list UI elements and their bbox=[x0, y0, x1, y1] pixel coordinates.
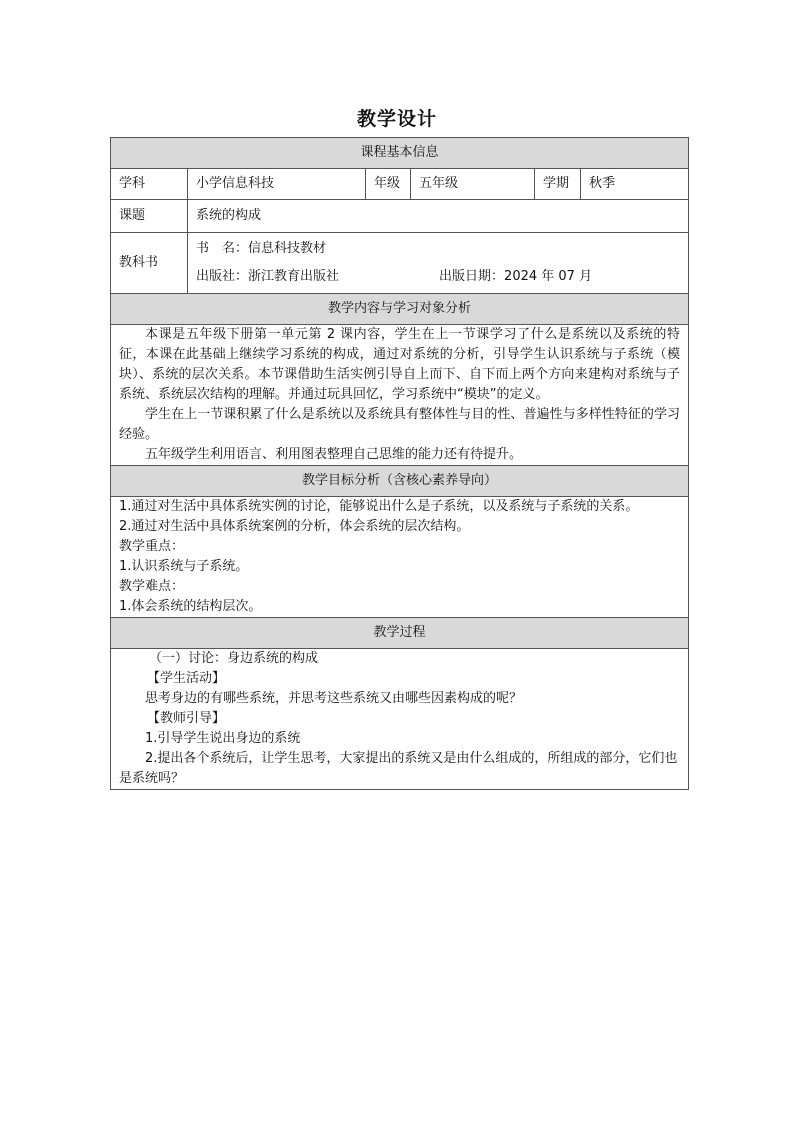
discussion-title: （一）讨论：身边系统的构成 bbox=[149, 651, 319, 666]
analysis-paragraph: 本课是五年级下册第一单元第 2 课内容，学生在上一节课学习了什么是系统以及系统的特征，本课在此基础上继续学习系统的构成，通过对系统的分析，引导学生认识系统与子系统（模块）、系统的层次关系。本节课借助生活实例引导自上而下、自下而上两个方向来建构对系统与子系统、系统层次结构的理解。并通过玩具回忆，学习系统中“模块”的定义。 bbox=[119, 327, 681, 402]
textbook-label: 教科书 bbox=[111, 233, 188, 294]
process-header: 教学过程 bbox=[111, 618, 689, 649]
student-activity-label: 【学生活动】 bbox=[147, 671, 226, 686]
objective-line: 2.通过对生活中具体系统案例的分析，体会系统的层次结构。 bbox=[119, 519, 470, 534]
difficulty-item: 1.体会系统的结构层次。 bbox=[119, 599, 262, 614]
guide-step: 1.引导学生说出身边的系统 bbox=[145, 731, 301, 746]
topic-label: 课题 bbox=[111, 200, 188, 233]
topic-value: 系统的构成 bbox=[188, 200, 689, 233]
basic-info-header: 课程基本信息 bbox=[111, 138, 689, 169]
pub-date-label: 出版日期： bbox=[439, 269, 505, 284]
publisher-value: 浙江教育出版社 bbox=[248, 269, 340, 284]
grade-value: 五年级 bbox=[411, 169, 535, 200]
student-activity-text: 思考身边的有哪些系统，并思考这些系统又由哪些因素构成的呢？ bbox=[145, 691, 523, 706]
analysis-header: 教学内容与学习对象分析 bbox=[111, 294, 689, 325]
analysis-content bbox=[111, 325, 689, 466]
teacher-guide-label: 【教师引导】 bbox=[147, 711, 226, 726]
publisher-label: 出版社： bbox=[196, 269, 249, 284]
textbook-details bbox=[188, 233, 689, 294]
difficulty-label: 教学难点： bbox=[119, 579, 185, 594]
guide-step: 2.提出各个系统后，让学生思考，大家提出的系统又是由什么组成的，所组成的部分，它们也是系统吗？ bbox=[119, 751, 678, 786]
subject-value: 小学信息科技 bbox=[188, 169, 366, 200]
analysis-paragraph: 五年级学生利用语言、利用图表整理自己思维的能力还有待提升。 bbox=[145, 447, 523, 462]
objectives-content bbox=[111, 497, 689, 618]
subject-label: 学科 bbox=[111, 169, 188, 200]
term-label: 学期 bbox=[535, 169, 581, 200]
book-name-label: 书 名： bbox=[196, 241, 249, 256]
book-name-value: 信息科技教材 bbox=[248, 241, 327, 256]
lesson-plan-table bbox=[110, 137, 689, 790]
pub-date-value: 2024 年 07 月 bbox=[504, 269, 593, 284]
process-content bbox=[111, 649, 689, 790]
grade-label: 年级 bbox=[366, 169, 411, 200]
key-point-item: 1.认识系统与子系统。 bbox=[119, 559, 249, 574]
term-value: 秋季 bbox=[581, 169, 689, 200]
objectives-header: 教学目标分析（含核心素养导向） bbox=[111, 466, 689, 497]
objective-line: 1.通过对生活中具体系统实例的讨论，能够说出什么是子系统，以及系统与子系统的关系。 bbox=[119, 499, 639, 514]
document-title: 教学设计 bbox=[356, 108, 437, 130]
key-point-label: 教学重点： bbox=[119, 539, 185, 554]
analysis-paragraph: 学生在上一节课积累了什么是系统以及系统具有整体性与目的性、普遍性与多样性特征的学习经验。 bbox=[119, 407, 681, 442]
